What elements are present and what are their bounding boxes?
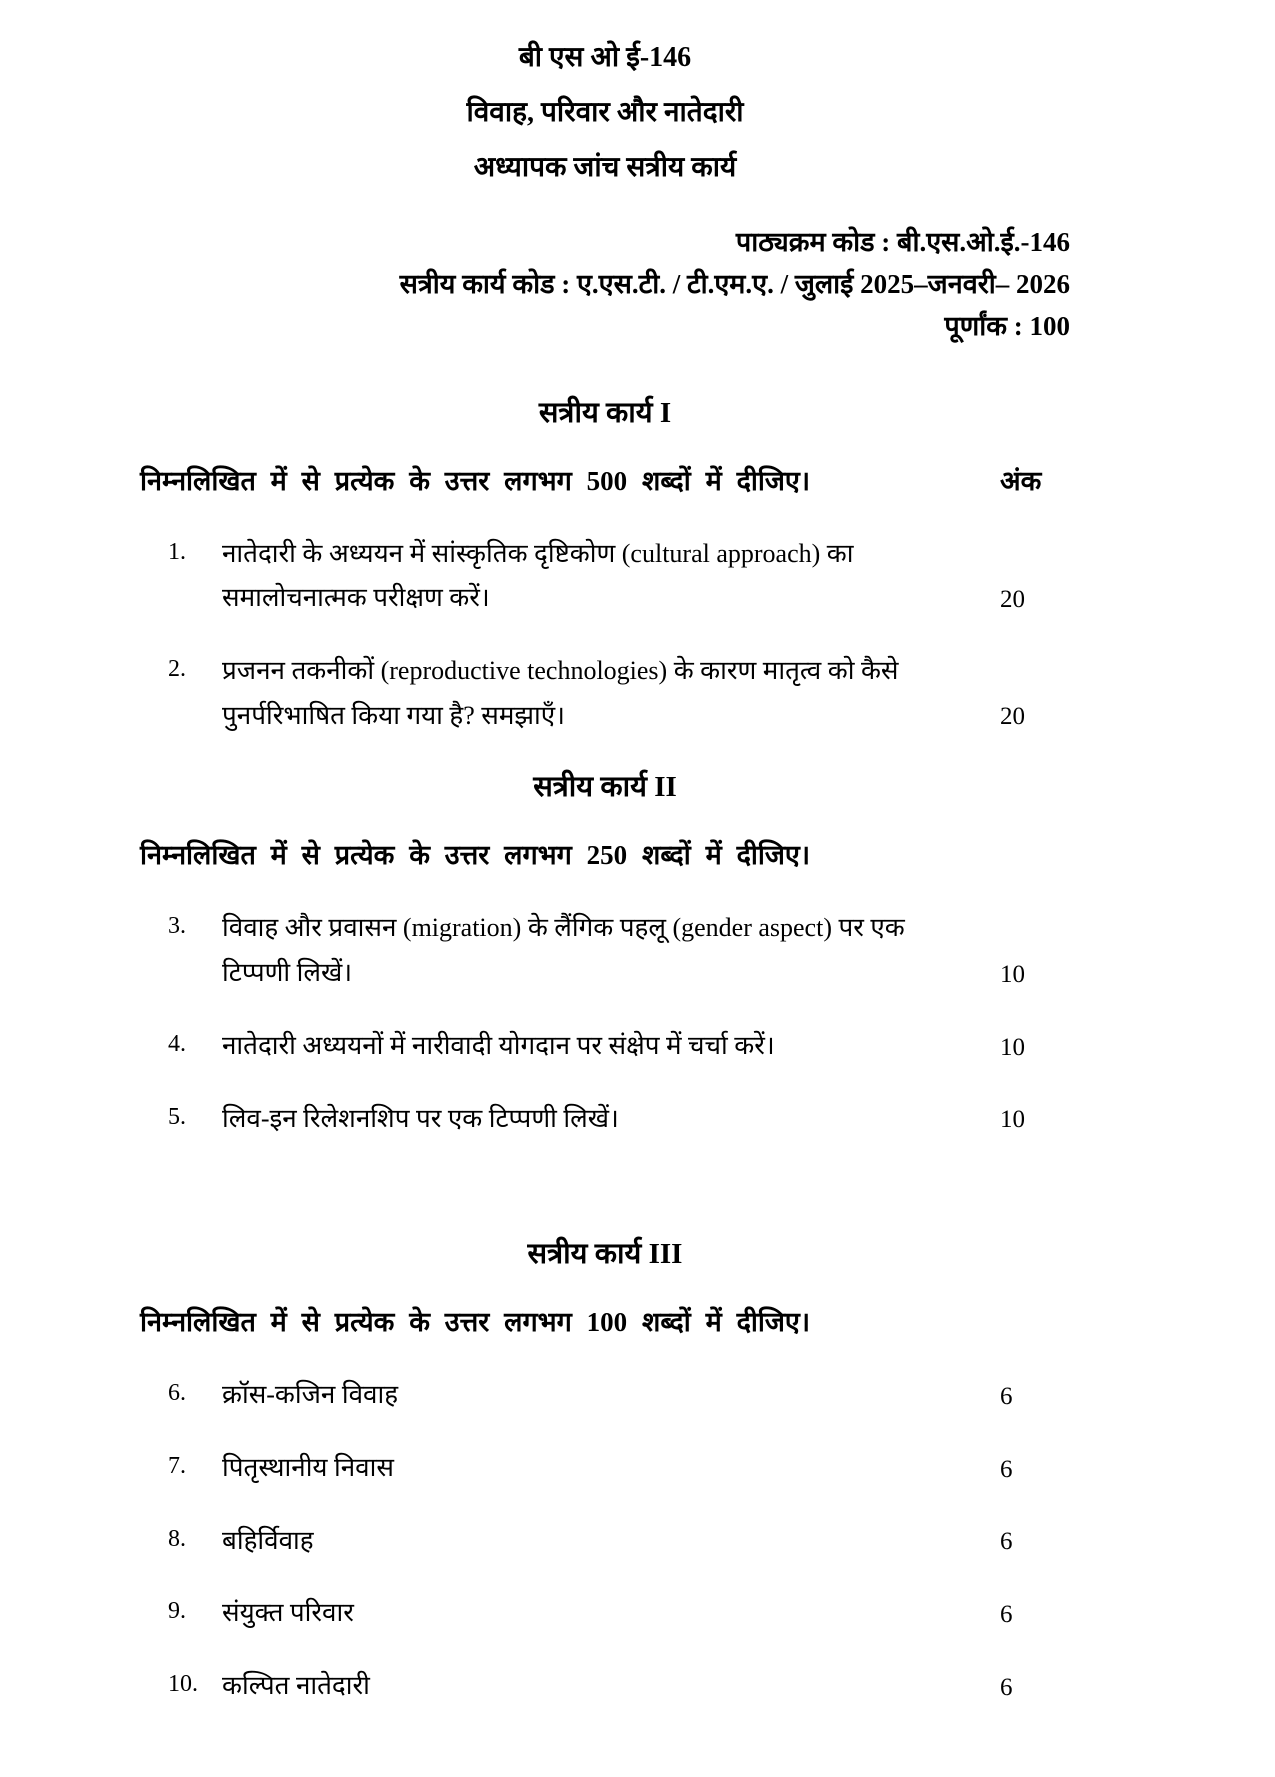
question-row — [140, 1446, 1070, 1491]
question-marks: 6 — [1000, 1455, 1013, 1483]
assignment-code-line: सत्रीय कार्य कोड : ए.एस.टी. / टी.एम.ए. / जुलाई 2025–जनवरी– 2026 — [399, 268, 1070, 299]
question-number: 10. — [168, 1671, 198, 1698]
marks-column-header: अंक — [1000, 465, 1042, 496]
section-2-heading: सत्रीय कार्य II — [533, 771, 677, 804]
question-row — [140, 906, 1070, 995]
question-number: 1. — [168, 538, 186, 565]
section-1-heading: सत्रीय कार्य I — [538, 396, 672, 429]
question-text: लिव-इन रिलेशनशिप पर एक टिप्पणी लिखें। — [222, 1103, 619, 1133]
question-text: नातेदारी के अध्ययन में सांस्कृतिक दृष्टिकोण (cultural approach) का समालोचनात्मक परीक्षण करें। — [222, 538, 854, 613]
section-3-heading: सत्रीय कार्य III — [527, 1238, 683, 1271]
question-marks: 6 — [1000, 1673, 1013, 1701]
max-marks-line: पूर्णांक : 100 — [944, 310, 1070, 341]
question-marks: 10 — [1000, 1033, 1025, 1061]
question-row — [140, 1097, 1070, 1142]
question-row — [140, 1024, 1070, 1069]
question-number: 2. — [168, 655, 186, 682]
question-row — [140, 1519, 1070, 1564]
question-number: 5. — [168, 1103, 186, 1130]
question-row — [140, 1591, 1070, 1636]
code-block — [140, 222, 1070, 348]
question-text: विवाह और प्रवासन (migration) के लैंगिक पहलू (gender aspect) पर एक टिप्पणी लिखें। — [222, 913, 905, 988]
question-text: पितृस्थानीय निवास — [222, 1453, 394, 1482]
question-number: 3. — [168, 913, 186, 940]
section-2-instruction: निम्नलिखित में से प्रत्येक के उत्तर लगभग 250 शब्दों में दीजिए। — [140, 840, 811, 871]
section-1-instruction-row — [140, 461, 1070, 498]
question-marks: 6 — [1000, 1528, 1013, 1556]
question-row — [140, 1664, 1070, 1709]
question-text: बहिर्विवाह — [222, 1525, 314, 1555]
question-marks: 20 — [1000, 585, 1025, 613]
question-text: संयुक्त परिवार — [222, 1598, 354, 1628]
assignment-type-title: अध्यापक जांच सत्रीय कार्य — [473, 152, 737, 183]
question-text: प्रजनन तकनीकों (reproductive technologies) के कारण मातृत्व को कैसे पुनर्परिभाषित किया गया है? समझाएँ। — [222, 655, 899, 730]
course-code-title: बी एस ओ ई-146 — [518, 42, 692, 73]
question-row — [140, 649, 1070, 738]
section-2-instruction-row — [140, 835, 1070, 872]
question-number: 8. — [168, 1525, 186, 1552]
question-marks: 10 — [1000, 960, 1025, 988]
course-code-line: पाठ्यक्रम कोड : बी.एस.ओ.ई.-146 — [735, 227, 1070, 257]
question-marks: 10 — [1000, 1106, 1025, 1134]
section-3-instruction-row — [140, 1302, 1070, 1339]
question-text: कल्पित नातेदारी — [222, 1671, 370, 1701]
question-marks: 6 — [1000, 1601, 1013, 1629]
question-text: क्रॉस-कजिन विवाह — [222, 1380, 399, 1410]
section-1-instruction: निम्नलिखित में से प्रत्येक के उत्तर लगभग 500 शब्दों में दीजिए। — [140, 465, 811, 496]
question-marks: 6 — [1000, 1383, 1013, 1410]
question-number: 4. — [168, 1030, 186, 1057]
question-row — [140, 1373, 1070, 1418]
question-text: नातेदारी अध्ययनों में नारीवादी योगदान पर संक्षेप में चर्चा करें। — [222, 1030, 775, 1060]
section-3-instruction: निम्नलिखित में से प्रत्येक के उत्तर लगभग 100 शब्दों में दीजिए। — [140, 1307, 811, 1338]
document-header — [140, 44, 1070, 182]
course-name-title: विवाह, परिवार और नातेदारी — [466, 97, 744, 128]
question-number: 7. — [168, 1453, 186, 1479]
question-row — [140, 532, 1070, 621]
question-marks: 20 — [1000, 703, 1025, 731]
question-number: 9. — [168, 1598, 186, 1625]
question-number: 6. — [168, 1380, 186, 1407]
